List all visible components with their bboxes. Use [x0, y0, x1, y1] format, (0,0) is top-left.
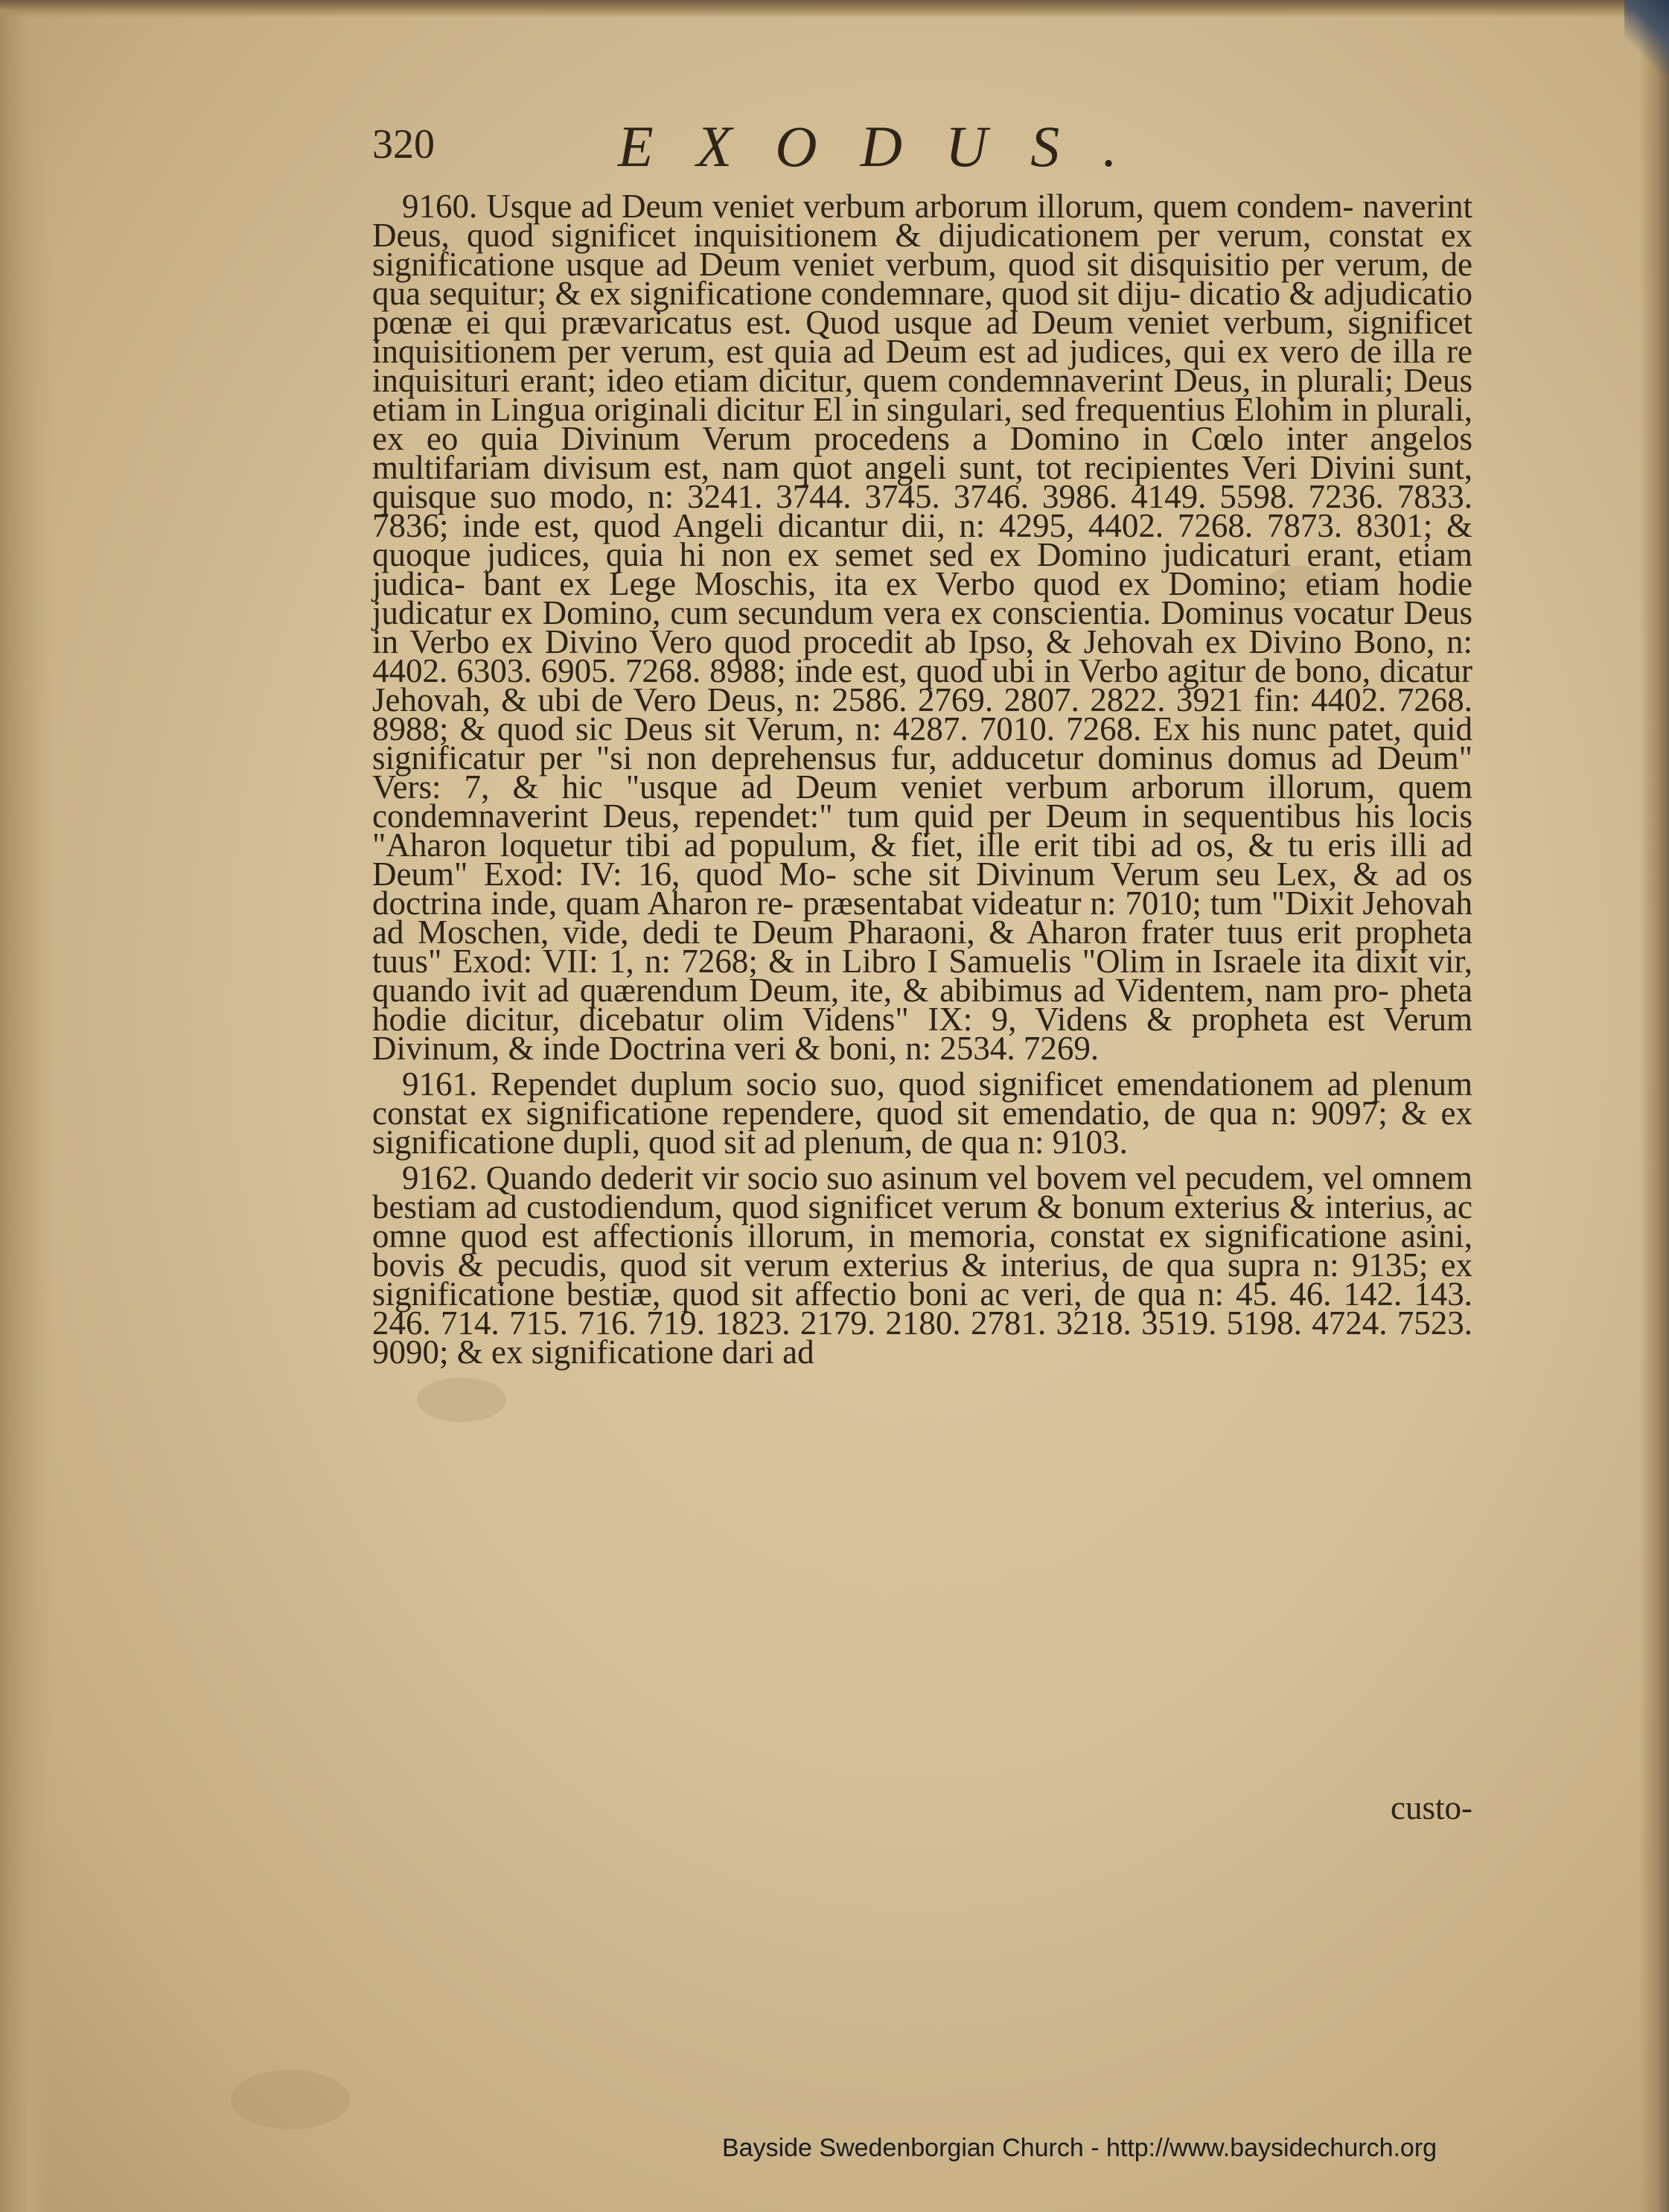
page-corner [1624, 0, 1669, 74]
main-text [372, 188, 1481, 1374]
running-title: EXODUS. [618, 114, 1161, 179]
footer-credit: Bayside Swedenborgian Church - http://www.baysidechurch.org [722, 2134, 1437, 2162]
paper-stain [231, 2070, 350, 2129]
paper-stain [417, 1377, 506, 1422]
page-number: 320 [372, 121, 435, 168]
page-header [372, 113, 1474, 195]
paragraph-9160: 9160. Usque ad Deum veniet verbum arborum illorum, quem condem- naverint Deus, quod significet inquisitionem & dijudicationem per verum, constat ex significatione usque ad Deum veniet verbum, quod sit disquisitio per verum, de qua sequitur; & ex significatione condemnare, quod sit diju- dicatio & adjudicatio pœnæ ei qui prævaricatus est. Quod usque ad Deum veniet verbum, significet inquisitionem per verum, est quia ad Deum est ad judices, qui ex vero de illa re inquisituri erant; ideo etiam dicitur, quem condemnaverint Deus, in plurali; Deus etiam in Lingua originali dicitur El in singulari, sed frequentius Elohim in plurali, ex eo quia Divinum Verum procedens a Domino in Cœlo inter angelos multifariam divisum est, nam quot angeli sunt, tot recipientes Veri Divini sunt, quisque suo modo, n: 3241. 3744. 3745. 3746. 3986. 4149. 5598. 7236. 7833. 7836; inde est, quod Angeli dicantur dii, n: 4295, 4402. 7268. 7873. 8301; & quoque judices, quia hi non ex semet sed ex Domino judicaturi erant, etiam judica- bant ex Lege Moschis, ita ex Verbo quod ex Domino; etiam hodie judicatur ex Domino, cum secundum vera ex conscientia. Dominus vocatur Deus in Verbo ex Divino Vero quod procedit ab Ipso, & Jehovah ex Divino Bono, n: 4402. 6303. 6905. 7268. 8988; inde est, quod ubi in Verbo agitur de bono, dicatur Jehovah, & ubi de Vero Deus, n: 2586. 2769. 2807. 2822. 3921 fin: 4402. 7268. 8988; & quod sic Deus sit Verum, n: 4287. 7010. 7268. Ex his nunc patet, quid significatur per "si non deprehensus fur, adducetur dominus domus ad Deum" Vers: 7, & hic "usque ad Deum veniet verbum arborum illorum, quem condemnaverint Deus, rependet:" tum quid per Deum in sequentibus his locis "Aharon loquetur tibi ad populum, & fiet, ille erit tibi ad os, & tu eris illi ad Deum" Exod: IV: 16, quod Mo- sche sit Divinum Verum seu Lex, & ad os doctrina inde, quam Aharon re- præsentabat videatur n: 7010; tum "Dixit Jehovah ad Moschen, vide, dedi te Deum Pharaoni, & Aharon frater tuus erit propheta tuus" Exod: VII: 1, n: 7268; & in Libro I Samuelis "Olim in Israele ita dixit vir, quando ivit ad quærendum Deum, ite, & abibimus ad Videntem, nam pro- pheta hodie dicitur, dicebatur olim Videns" IX: 9, Videns & propheta est Verum Divinum, & inde Doctrina veri & boni, n: 2534. 7269. [372, 188, 1481, 1067]
page-edge-top [0, 0, 1669, 18]
paragraph-9162: 9162. Quando dederit vir socio suo asinum vel bovem vel pecudem, vel omnem bestiam ad custodiendum, quod significet verum & bonum exterius & interius, ac omne quod est affectionis illorum, in memoria, constat ex significatione asini, bovis & pecudis, quod sit verum exterius & interius, de qua supra n: 9135; ex significatione bestiæ, quod sit affectio boni ac veri, de qua n: 45. 46. 142. 143. 246. 714. 715. 716. 719. 1823. 2179. 2180. 2781. 3218. 3519. 5198. 4724. 7523. 9090; & ex significatione dari ad [372, 1159, 1481, 1371]
page-edge-left [0, 0, 52, 2212]
catchword: custo- [1391, 1789, 1472, 1826]
page-edge-right [1639, 0, 1669, 2212]
paragraph-9161: 9161. Rependet duplum socio suo, quod significet emendationem ad plenum constat ex significatione rependere, quod sit emendatio, de qua n: 9097; & ex significatione dupli, quod sit ad plenum, de qua n: 9103. [372, 1065, 1481, 1161]
